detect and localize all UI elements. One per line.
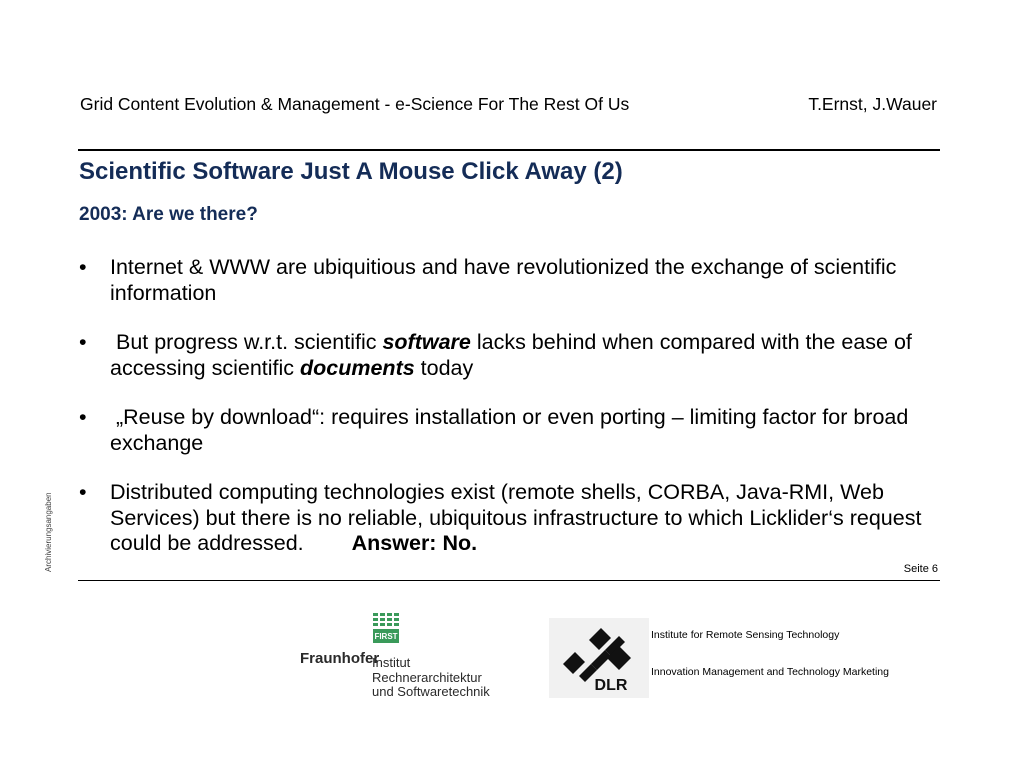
fraunhofer-line-3: und Softwaretechnik: [372, 684, 490, 699]
bullet-text: „Reuse by download“: requires installation or even porting – limiting factor for broad exchange: [110, 405, 915, 455]
bullet-symbol: •: [79, 255, 87, 279]
bullet-item: [79, 330, 949, 381]
fraunhofer-name: Fraunhofer: [300, 650, 380, 667]
header-authors: T.Ernst, J.Wauer: [808, 94, 937, 114]
side-label: Archivierungsangaben: [44, 492, 53, 572]
bullet-text-middle: lacks behind when compared with the ease of accessing scientific: [110, 330, 918, 380]
first-badge-text: FIRST: [374, 632, 398, 641]
header-rule: [78, 149, 940, 151]
bullet-text-start: But progress w.r.t. scientific: [110, 330, 383, 354]
first-badge-icon: [372, 612, 400, 644]
fraunhofer-line-1: Institut: [372, 655, 411, 670]
fraunhofer-line-2: Rechnerarchitektur: [372, 669, 482, 685]
bullet-text: Internet & WWW are ubiquitious and have revolutionized the exchange of scientific information: [110, 255, 897, 305]
dlr-line-2: Innovation Management and Technology Marketing: [651, 666, 889, 678]
header-title: Grid Content Evolution & Management - e-Science For The Rest Of Us: [80, 94, 630, 114]
bullet-item: [79, 480, 949, 557]
footer-rule: [78, 580, 940, 581]
dlr-line-1: Institute for Remote Sensing Technology: [651, 629, 840, 641]
emphasis-software: software: [382, 330, 471, 354]
bullet-symbol: •: [79, 330, 87, 354]
bullet-list: [79, 255, 949, 581]
bullet-symbol: •: [79, 405, 87, 429]
fraunhofer-institute: [372, 656, 490, 700]
slide-subtitle: 2003: Are we there?: [79, 204, 258, 225]
bullet-item: [79, 255, 949, 306]
bullet-text: Distributed computing technologies exist (remote shells, CORBA, Java-RMI, Web Services) but there is no reliable, ubiquitous infrastructure to which Licklider‘s request could be addressed.: [110, 480, 922, 555]
bullet-item: [79, 405, 949, 456]
answer-text: Answer: No.: [351, 531, 478, 555]
bullet-symbol: •: [79, 480, 87, 504]
dlr-logo-text: DLR: [594, 677, 628, 694]
emphasis-documents: documents: [300, 355, 415, 380]
slide-title: Scientific Software Just A Mouse Click Away (2): [79, 158, 623, 185]
dlr-logo-icon: [549, 618, 649, 698]
bullet-text-end: today: [414, 355, 474, 380]
page-number: Seite 6: [903, 563, 938, 575]
dlr-institute-lines: [651, 629, 889, 703]
fraunhofer-logo: [300, 612, 500, 702]
